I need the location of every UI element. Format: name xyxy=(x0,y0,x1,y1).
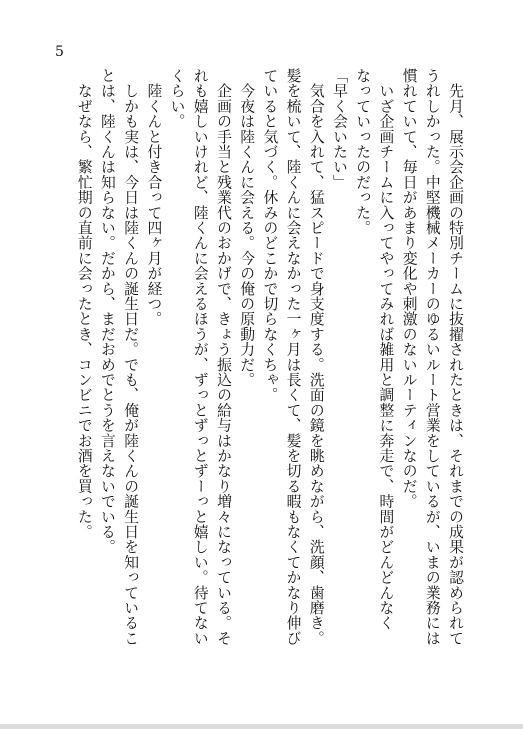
text-line: いざ企画チームに入ってやってみれば雑用と調整に奔走で、時間がどんどんなく xyxy=(377,68,395,631)
text-line: 先月、展示会企画の特別チームに抜擢されたときは、それまでの成果が認められて xyxy=(447,68,464,646)
text-line: 陸くんと付き合って四ヶ月が経つ。 xyxy=(145,68,163,327)
text-line: うれしかった。中堅機械メーカーのゆるいルート営業をしているが、いまの業務には xyxy=(423,68,441,646)
text-line: れも嬉しいけれど、陸くんに会えるほうが、ずっとずっとずーっと嬉しい。待てない xyxy=(191,68,209,646)
text-line: 企画の手当と残業代のおかげで、きょう振込の給与はかなり増々になっている。そ xyxy=(214,68,232,646)
text-line: なっていったのだった。 xyxy=(354,68,372,236)
text-line: とは、陸くんは知らない。だから、まだおめでとうを言えないでいる。 xyxy=(98,68,116,555)
text-line: 「早く会いたい」 xyxy=(330,68,348,190)
text-line: しかも実は、今日は陸くんの誕生日だ。でも、俺が陸くんの誕生日を知っているこ xyxy=(122,68,140,646)
vertical-text-body xyxy=(73,68,467,708)
page-number: 5 xyxy=(55,44,64,60)
text-line: 慣れていて、毎日があまり変化や刺激のないルーティンなのだ。 xyxy=(400,68,418,509)
text-line: 気合を入れて、猛スピードで身支度する。洗面の鏡を眺めながら、洗顔、歯磨き。 xyxy=(307,68,325,646)
bottom-scroll-bar xyxy=(0,724,523,729)
text-line: ていると気づく。休みのどこかで切らなくちゃ。 xyxy=(261,68,279,403)
text-line: 今夜は陸くんに会える。今の俺の原動力だ。 xyxy=(238,68,256,388)
text-line: 髪を梳いて、陸くんに会えなかった一ヶ月は長くて、髪を切る暇もなくてかなり伸び xyxy=(284,68,302,646)
text-line: なぜなら、繁忙期の直前に会ったとき、コンビニでお酒を買った。 xyxy=(75,68,93,540)
text-line: くらい。 xyxy=(168,68,186,129)
